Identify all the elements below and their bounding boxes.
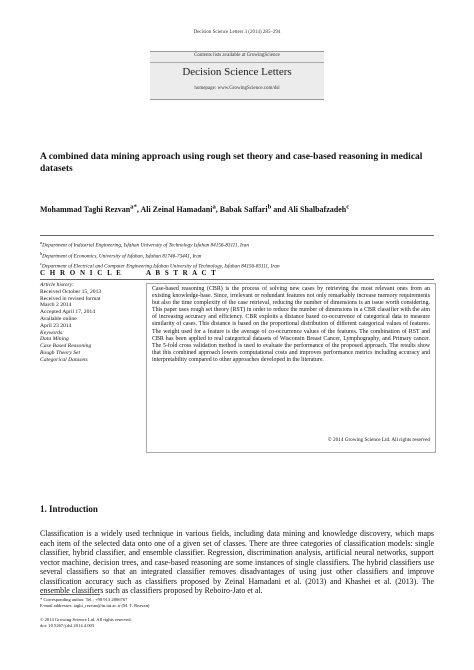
banner-divider xyxy=(150,62,324,63)
abstract-heading: A B S T R A C T xyxy=(146,269,218,277)
affiliations xyxy=(40,239,440,271)
corresponding-author: * Corresponding author. Tel.: +98 913 2806767 xyxy=(40,597,128,602)
history-line: Available online xyxy=(40,315,77,322)
abstract-copyright: © 2014 Growing Science Ltd. All rights reserved xyxy=(327,437,430,443)
journal-homepage[interactable]: homepage: www.GrowingScience.com/dsl xyxy=(194,86,280,91)
publication-info xyxy=(40,617,340,629)
history-line: Received in revised format xyxy=(40,295,101,302)
keyword: Rough Theory Set xyxy=(40,349,81,356)
footnote-divider xyxy=(40,594,100,595)
history-line: March 2 2014 xyxy=(40,302,72,309)
author-list xyxy=(40,203,440,214)
author: Mohammad Taghi Rezvan$^{a*}$, xyxy=(40,203,141,214)
affiliation: $^c$Department of Electrical and Computer Engineering Isfahan University of Technology, Isfahan 84156-83111, Iran xyxy=(40,261,280,271)
abstract-text: Case-based reasoning (CBR) is the process of solving new cases by retrieving the most relevant ones from an existing knowledge-base. Since, irrelevant or redundant features not only remarkably increase memory requirements but also the time complexity of the case retrieval, reducing the number of dimensions is an issue worth considering. This paper uses rough set theory (RST) in order to reduce the number of dimensions in a CBR classifier with the aim of increasing accuracy and efficiency. CBR exploits a distance based co-occurrence of categorical data to measure similarity of cases. This distance is based on the proportional distribution of different categorical values of features. The weight used for a feature is the average of co-occurrence values of the features. The combination of RST and CBR has been applied to real categorical datasets of Wisconsin Breast Cancer, Lymphography, and Primary cancer. The 5-fold cross validation method is used to evaluate the performance of the proposed approach. The results show that this combined approach lowers computational costs and improves performance metrics including accuracy and interpretability compared to other approaches developed in the literature. xyxy=(152,286,430,363)
author: Babak Saffari$^b$ and xyxy=(219,203,288,214)
email-address[interactable]: E-mail addresses: taghi_rezvan@in.iut.ac.ir (M. T. Rezvan) xyxy=(40,603,150,608)
introduction-text: Classification is a widely used technique in various fields, including data mining and knowledge discovery, which maps each item of the selected data onto one of a given set of classes. There are three categories of classification models: single classifier, hybrid classifier, and ensemble classifier. Regression, discrimination analysis, artificial neural networks, support vector machine, decision trees, and case-based reasoning are some instances of single classifiers. The hybrid classifiers use several classifiers so that an integrated classifier removes disadvantages of using just other classifiers and improve classification accuracy such as classifiers proposed by Zeinal Hamadani et al. (2013) and Khashei et al. (2013). The ensemble classifiers such as classifiers proposed by Reboiro-Jato et al. xyxy=(40,529,434,595)
keyword: Categorical Datasets xyxy=(40,356,88,363)
keyword: Data Mining xyxy=(40,336,69,343)
keywords-label: Keywords: xyxy=(40,329,65,336)
history-line: Received October 15, 2013 xyxy=(40,288,102,295)
publisher-copyright: © 2014 Growing Science Ltd. All rights reserved. xyxy=(40,617,132,622)
affiliation-divider xyxy=(40,235,434,236)
author: Ali Zeinal Hamadani$^a$, xyxy=(140,203,220,214)
doi[interactable]: doi: 10.5267/j.dsl.2014.4.003 xyxy=(40,623,95,628)
contents-availability-line: Contents lists available at GrowingScience xyxy=(194,53,280,58)
affiliation: $^a$Department of Industrial Engineering, Isfahan University of Technology Isfahan 84156-83111, Iran xyxy=(40,240,249,249)
heading-divider xyxy=(40,279,434,280)
history-label: Article history: xyxy=(40,282,75,288)
keyword: Case Based Reasoning xyxy=(40,343,92,350)
introduction-heading: 1. Introduction xyxy=(40,504,98,514)
footnote xyxy=(40,597,340,609)
paper-title: A combined data mining approach using rough set theory and case-based reasoning in medical datasets xyxy=(40,152,423,174)
affiliation: $^b$Department of Economics, University of Isfahan, Isfahan 81746-73441, Iran xyxy=(40,250,202,260)
running-header: Decision Science Letters 3 (2014) 285–294 xyxy=(193,30,281,35)
history-line: Accepted April 17, 2014 xyxy=(40,309,95,316)
article-history xyxy=(40,282,140,364)
author: Ali Shalbafzadeh$^c$ xyxy=(287,203,350,214)
chronicle-heading: C H R O N I C L E xyxy=(40,269,123,277)
history-line: April 23 2014 xyxy=(40,322,72,329)
journal-name: Decision Science Letters xyxy=(182,66,292,78)
